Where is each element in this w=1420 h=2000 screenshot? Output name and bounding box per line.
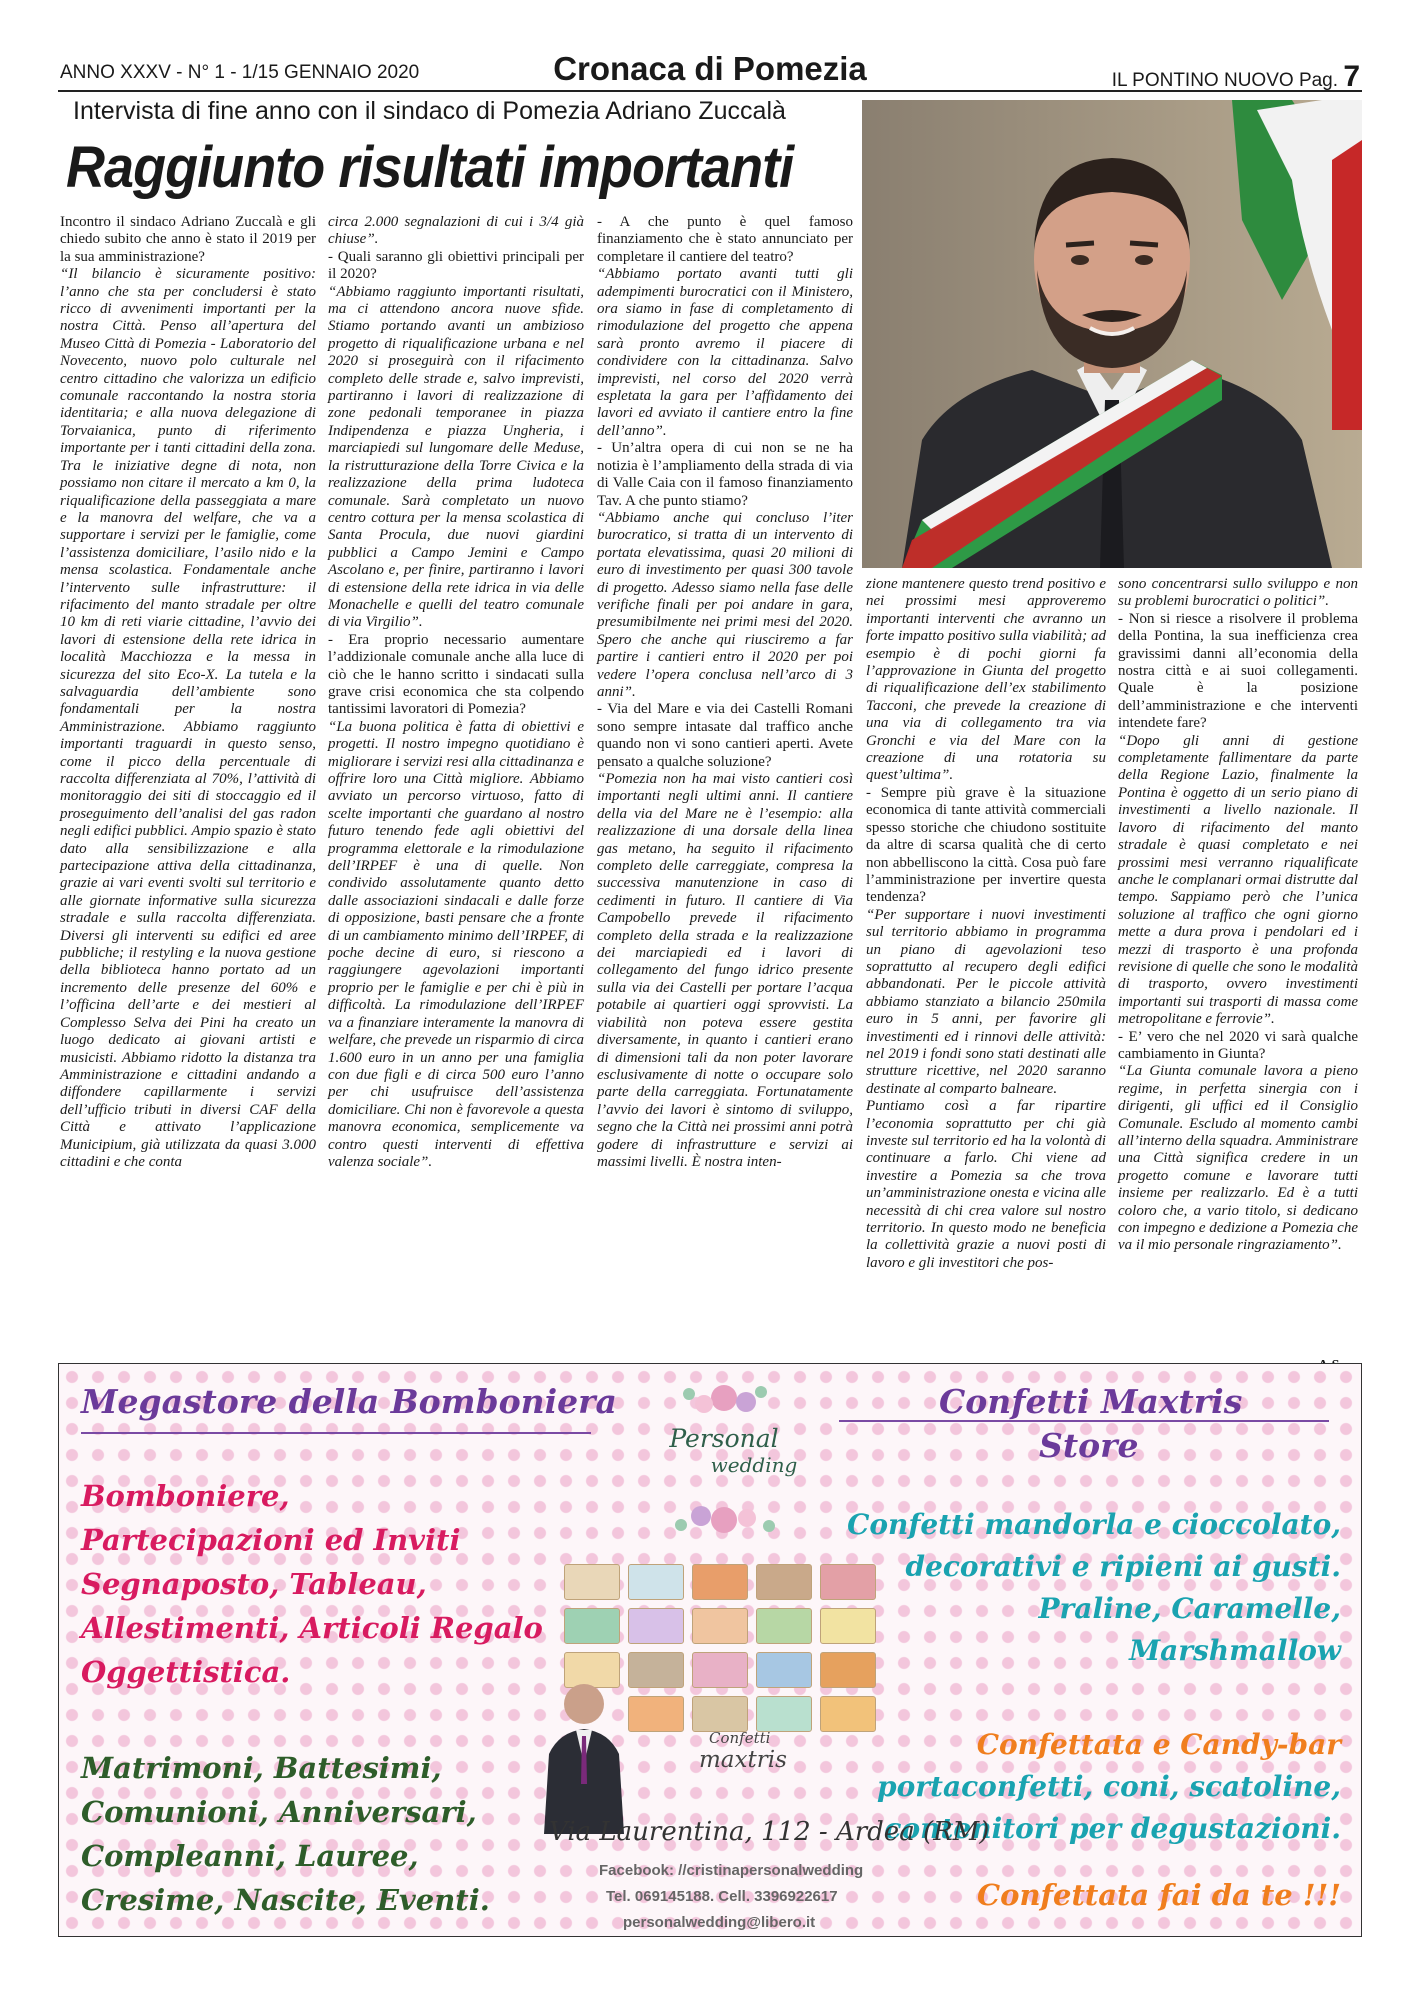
product-item: Partecipazioni ed Inviti	[81, 1523, 461, 1557]
event-item: Matrimoni, Battesimi,	[81, 1751, 442, 1785]
ad-call-to-action: Confettata fai da te !!!	[977, 1878, 1341, 1912]
products-list	[81, 1474, 543, 1694]
confetti-box	[692, 1608, 748, 1644]
email-link[interactable]: personalwedding@libero.it	[623, 1914, 816, 1931]
article-headline: Raggiunto risultati importanti	[66, 135, 794, 200]
paper-label: IL PONTINO NUOVO Pag.	[1111, 70, 1339, 91]
confetti-box	[756, 1696, 812, 1732]
question: - Non si riesce a risolvere il problema della Pontina, la sua inefficienza crea gravissimi danni all’economia della nostra città e ai suoi collegamenti. Quale è la posizione dell’amministrazione e che interventi intendete fare?	[1118, 610, 1358, 732]
confetti-box	[628, 1696, 684, 1732]
article-column-5	[1118, 576, 1358, 1255]
confetti-box	[756, 1652, 812, 1688]
question: - A che punto è quel famoso finanziamento che è stato annunciato per completare il cantiere del teatro?	[597, 214, 853, 265]
confetti-item: Marshmallow	[1129, 1634, 1341, 1667]
event-item: Comunioni, Anniversari,	[81, 1795, 477, 1829]
product-item: Bomboniere,	[81, 1479, 290, 1513]
confetti-box	[628, 1652, 684, 1688]
confetti-box	[692, 1652, 748, 1688]
confetti-list	[821, 1504, 1341, 1672]
article-column-2	[328, 214, 584, 1171]
event-item: Compleanni, Lauree,	[81, 1839, 419, 1873]
phone-numbers: Tel. 069145188. Cell. 3396922617	[606, 1888, 838, 1905]
answer: “La Giunta comunale lavora a pieno regime, in perfetta sinergia con i dirigenti, gli uffici ed il Consiglio Comunale. Escludo al momento cambi all’interno della squadra. Amministrare una Città significa credere in un progetto comune e lavorare tutti insieme per realizzarlo. Ed è a tutti coloro che, a vario titolo, si dedicano con impegno e dedizione a Pomezia che va il mio personale ringraziamento”.	[1118, 1063, 1358, 1254]
article-column-4	[866, 576, 1106, 1272]
logo-wedding: wedding	[710, 1453, 798, 1477]
question: - Un’altra opera di cui non se ne ha notizia è l’ampliamento della strada di via di Valle Caia con il famoso finanziamento Tav. A che punto stiamo?	[597, 440, 853, 509]
confetti-box	[820, 1696, 876, 1732]
question: - Era proprio necessario aumentare l’addizionale comunale anche alla luce di ciò che le hanno scritto i sindacati sulla grave crisi economica che sta colpendo tantissimi lavoratori di Pomezia?	[328, 631, 584, 718]
ad-title-right: Confetti Maxtris	[939, 1382, 1243, 1421]
answer: “La buona politica è fatta di obiettivi e progetti. Il nostro impegno quotidiano è migliorare i servizi resi alla cittadinanza e offrire loro una Città migliore. Abbiamo avviato un percorso virtuoso, fatto di scelte importanti che guardano al nostro futuro tenendo fede agli obiettivi del programma elettorale e la rimodulazione dell’IRPEF è una di quelle. Non condivido assolutamente quanto detto dalle associazioni sindacali e dalle forze di opposizione, basti pensare che a fronte di un cambiamento minimo dell’IRPEF, di poche decine di euro, si riescono a raggiungere agevolazioni importanti proprio per le famiglie e per chi è più in difficoltà. La rimodulazione dell’IRPEF va a finanziare interamente la manovra di welfare, che prevede un risparmio di circa 1.600 euro in un anno per una famiglia con due figli e di circa 500 euro l’anno per chi usufruisce dell’assistenza domiciliare. Chi non è favorevole a questa manovra economica, semplicemente va contro questi interventi di effettiva valenza sociale”.	[328, 718, 584, 1170]
ad-title-right-underline	[839, 1420, 1329, 1422]
confetti-item: decorativi e ripieni ai gusti.	[905, 1550, 1341, 1583]
product-item: Segnaposto, Tableau,	[81, 1567, 427, 1601]
question: - Sempre più grave è la situazione economica di tante attività commerciali spesso storiche che chiudono sostituite da altre di scarsa qualità che di certo non abbelliscono la città. Cosa può fare l’amministrazione per invertire questa tendenza?	[866, 784, 1106, 906]
mayor-photo	[862, 100, 1362, 568]
maxtris-logo	[699, 1729, 787, 1773]
man-in-suit-image	[534, 1674, 634, 1834]
issue-info: ANNO XXXV - N° 1 - 1/15 GENNAIO 2020	[60, 62, 420, 83]
event-item: Cresime, Nascite, Eventi.	[81, 1883, 490, 1917]
confetti-box	[820, 1652, 876, 1688]
store-address: Via Laurentina, 112 - Ardea (RM)	[549, 1817, 990, 1847]
confetti-box	[564, 1564, 620, 1600]
confetti-item: Praline, Caramelle,	[1038, 1592, 1341, 1625]
confetti-item: Confetti mandorla e cioccolato,	[847, 1508, 1341, 1541]
events-list	[81, 1746, 490, 1922]
candy-bar-item: contenitori per degustazioni.	[884, 1812, 1341, 1845]
maxtris-logo-text: maxtris	[699, 1747, 787, 1773]
question: - Quali saranno gli obiettivi principali per il 2020?	[328, 248, 584, 283]
section-title: Cronaca di Pomezia	[553, 50, 867, 87]
advertisement	[58, 1363, 1362, 1937]
header-rule	[58, 90, 1362, 92]
product-item: Oggettistica.	[81, 1655, 291, 1689]
answer: zione mantenere questo trend positivo e nei prossimi mesi approveremo importanti interventi che avranno un forte impatto positivo sulla viabilità; ad esempio è di pochi giorni fa l’approvazione in Giunta del progetto di riqualificazione dell’ex stabilimento Tacconi, che prevede la creazione di una via di collegamento tra via Gronchi e via del Mare con la creazione di una rotatoria su quest’ultima”.	[866, 576, 1106, 784]
confetti-box	[820, 1608, 876, 1644]
answer: “Abbiamo anche qui concluso l’iter burocratico, si tratta di un intervento di portata elevatissima, quasi 20 milioni di euro di investimento per quasi 300 tavole di progetto. Adesso siamo nella fase delle verifiche finali per poi andare in gara, presumibilmente nei primi mesi del 2020. Spero che anche qui riusciremo a far partire i cantieri entro il 2020 per poi vedere l’opera conclusa nell’arco di 3 anni”.	[597, 509, 853, 700]
answer: Puntiamo così a far ripartire l’economia soprattutto per chi già investe sul territorio ed ha la volontà di continuare a farlo. Chi viene ad investire a Pomezia sa che trova un’amministrazione onesta e vicina alle necessità di chi crea valore sul nostro territorio. In questo modo ne beneficia la collettività grazie a nuovi posti di lavoro e gli investitori che pos-	[866, 1098, 1106, 1271]
logo-personal: Personal	[669, 1424, 779, 1453]
facebook-link[interactable]: Facebook: //cristinapersonalwedding	[599, 1862, 864, 1879]
confetti-box	[820, 1564, 876, 1600]
page-number: 7	[1343, 60, 1360, 93]
confetti-box	[756, 1564, 812, 1600]
question: - E’ vero che nel 2020 vi sarà qualche cambiamento in Giunta?	[1118, 1028, 1358, 1062]
personal-wedding-logo	[619, 1424, 829, 1477]
article-column-3	[597, 214, 853, 1171]
question: - Via del Mare e via dei Castelli Romani sono sempre intasate dal traffico anche quando non vi sono cantieri aperti. Avete pensato a qualche soluzione?	[597, 701, 853, 770]
article-column-1	[60, 214, 316, 1171]
answer: “Dopo gli anni di gestione completamente fallimentare da parte della Regione Lazio, finalmente la Pontina è oggetto di un serio piano di investimenti a livello nazionale. Il lavoro di rifacimento del manto stradale è quasi completato e nei prossimi mesi verranno riqualificate anche le complanari ormai distrutte dal tempo. Sappiamo però che l’unica soluzione al traffico che ogni giorno mette a dura prova i pendolari ed i mezzi di trasporto è una profonda revisione di quelle che sono le modalità di trasporto, ovvero investimenti importanti sui trasporti di massa come metropolitane e ferrovie”.	[1118, 732, 1358, 1028]
confetti-box	[628, 1564, 684, 1600]
confetti-box	[692, 1564, 748, 1600]
ad-title-right-store: Store	[1039, 1426, 1139, 1465]
product-item: Allestimenti, Articoli Regalo	[81, 1611, 543, 1645]
candy-bar-title: Confettata e Candy-bar	[976, 1728, 1341, 1761]
answer: circa 2.000 segnalazioni di cui i 3/4 già chiuse”.	[328, 214, 584, 248]
maxtris-logo-small: Confetti	[709, 1729, 771, 1747]
answer: “Abbiamo raggiunto importanti risultati, ma ci attendono ancora nuove sfide. Stiamo portando avanti un ambizioso progetto di riqualificazione urbana e nel 2020 si proseguirà con il rifacimento completo delle strade e, salvo imprevisti, partiranno i lavori di realizzazione di zone pedonali temporanee in piazza Indipendenza e piazza Ungheria, i marciapiedi sul lungomare delle Meduse, la ristrutturazione della Torre Civica e la realizzazione della prima ludoteca comunale. Sarà completato un nuovo centro cottura per la mensa scolastica di Santa Procula, due nuovi giardini pubblici a Campo Jemini e Campo Ascolano e, per finire, partiranno i lavori di estensione della rete idrica in via delle Monachelle e quelli del teatro comunale di via Virgilio”.	[328, 283, 584, 631]
answer: sono concentrarsi sullo sviluppo e non su problemi burocratici o politici”.	[1118, 576, 1358, 610]
ad-title-left: Megastore della Bomboniera	[81, 1382, 617, 1421]
confetti-box	[692, 1696, 748, 1732]
answer: “Per supportare i nuovi investimenti sul territorio abbiamo in programma un piano di agevolazioni teso soprattutto al recupero degli edifici abbandonati. Per le piccole attività abbiamo stanziato a bilancio 250mila euro in 5 anni, per favorire gli investimenti ed i rinnovi delle attività: nel 2019 i fondi sono stati destinati alle strutture ricettive, nel 2020 saranno destinate al comparto balneare.	[866, 906, 1106, 1097]
mayor-portrait-image	[862, 100, 1362, 568]
confetti-box	[628, 1608, 684, 1644]
candy-bar-item: portaconfetti, coni, scatoline,	[877, 1770, 1341, 1803]
paper-name	[1112, 60, 1360, 94]
ad-title-left-underline	[81, 1432, 591, 1434]
answer: “Il bilancio è sicuramente positivo: l’anno che sta per concludersi è stato ricco di avvenimenti importanti per la nostra Città. Penso all’apertura del Museo Città di Pomezia - Laboratorio del Novecento, nuovo polo culturale nel centro cittadino che valorizza un edificio comunale raccontando la nostra storia identitaria; e alla nuova delegazione di Torvaianica, punto di riferimento importante per i tanti cittadini della zona. Tra le iniziative degne di nota, non possiamo non citare il mercato a km 0, la riqualificazione della passeggiata a mare e la manovra del welfare, che va a supportare i servizi per le famiglie, come l’assistenza domiciliare, l’asilo nido e la mensa scolastica. Fondamentale anche l’intervento sulle infrastrutture: il rifacimento del manto stradale per oltre 10 km di reti viarie cittadine, l’avvio dei lavori di estensione della rete idrica in località Macchiozza e la messa in sicurezza del sito Eco-X. La tutela e la salvaguardia dell’ambiente sono fondamentali per la nostra Amministrazione. Abbiamo raggiunto importanti traguardi in questo senso, come il picco della percentuale di raccolta differenziata al 70%, l’attività di monitoraggio dei siti di stoccaggio ed il proseguimento dell’analisi del gas radon negli edifici pubblici. Ampio spazio è stato dato alla sensibilizzazione e alla partecipazione attiva della cittadinanza, grazie ai vari eventi svolti sul territorio e alle giornate informative sulla sicurezza stradale e sulla raccolta differenziata. Diversi gli interventi su edifici ed aree pubbliche; il restyling e la nuova gestione della biblioteca hanno portato ad un incremento delle presenze del 60% e l’officina dell’arte e dei mestieri al Complesso Selva dei Pini ha creato un luogo dedicato ai giovani artisti e musicisti. Abbiamo ridotto la distanza tra Amministrazione e cittadini andando a diffondere capillarmente i servizi dell’ufficio tributi in diversi CAF della Città e attivato l’applicazione Municipium, già utilizzata da quasi 3.000 cittadini e che conta	[60, 266, 316, 1170]
article-kicker: Intervista di fine anno con il sindaco di Pomezia Adriano Zuccalà	[73, 97, 786, 125]
confetti-box	[564, 1608, 620, 1644]
question: Incontro il sindaco Adriano Zuccalà e gli chiedo subito che anno è stato il 2019 per la sua amministrazione?	[60, 214, 316, 265]
answer: “Abbiamo portato avanti tutti gli adempimenti burocratici con il Ministero, ora siamo in fase di completamento di rimodulazione del progetto che appena sarà pronto avremo il piacere di condividere con la cittadinanza. Salvo imprevisti, nel corso del 2020 verrà espletata la gara per l’affidamento dei lavori ed avviato il cantiere entro la fine dell’anno”.	[597, 266, 853, 439]
answer: “Pomezia non ha mai visto cantieri così importanti negli ultimi anni. Il cantiere della via del Mare ne è l’esempio: alla realizzazione di una dorsale della linea gas metano, ha seguito il rifacimento completo delle carreggiate, compresa la successiva manutenzione in caso di cedimenti in futuro. Il cantiere di Via Campobello prevede il rifacimento completo della strada e la realizzazione dei marciapiedi ed i lavori di collegamento del fungo idrico presente sulla via dei Castelli per portare l’acqua potabile ai quartieri oggi sprovvisti. La viabilità non poteva essere gestita diversamente, in quanto i cantieri erano di dimensioni tali da non poter lavorare esclusivamente di notte o occupare solo parte della carreggiata. Fortunatamente l’avvio dei lavori è sintomo di sviluppo, segno che la Città nei prossimi anni potrà godere di infrastrutture e servizi ai massimi livelli. È nostra inten-	[597, 771, 853, 1170]
confetti-box	[756, 1608, 812, 1644]
